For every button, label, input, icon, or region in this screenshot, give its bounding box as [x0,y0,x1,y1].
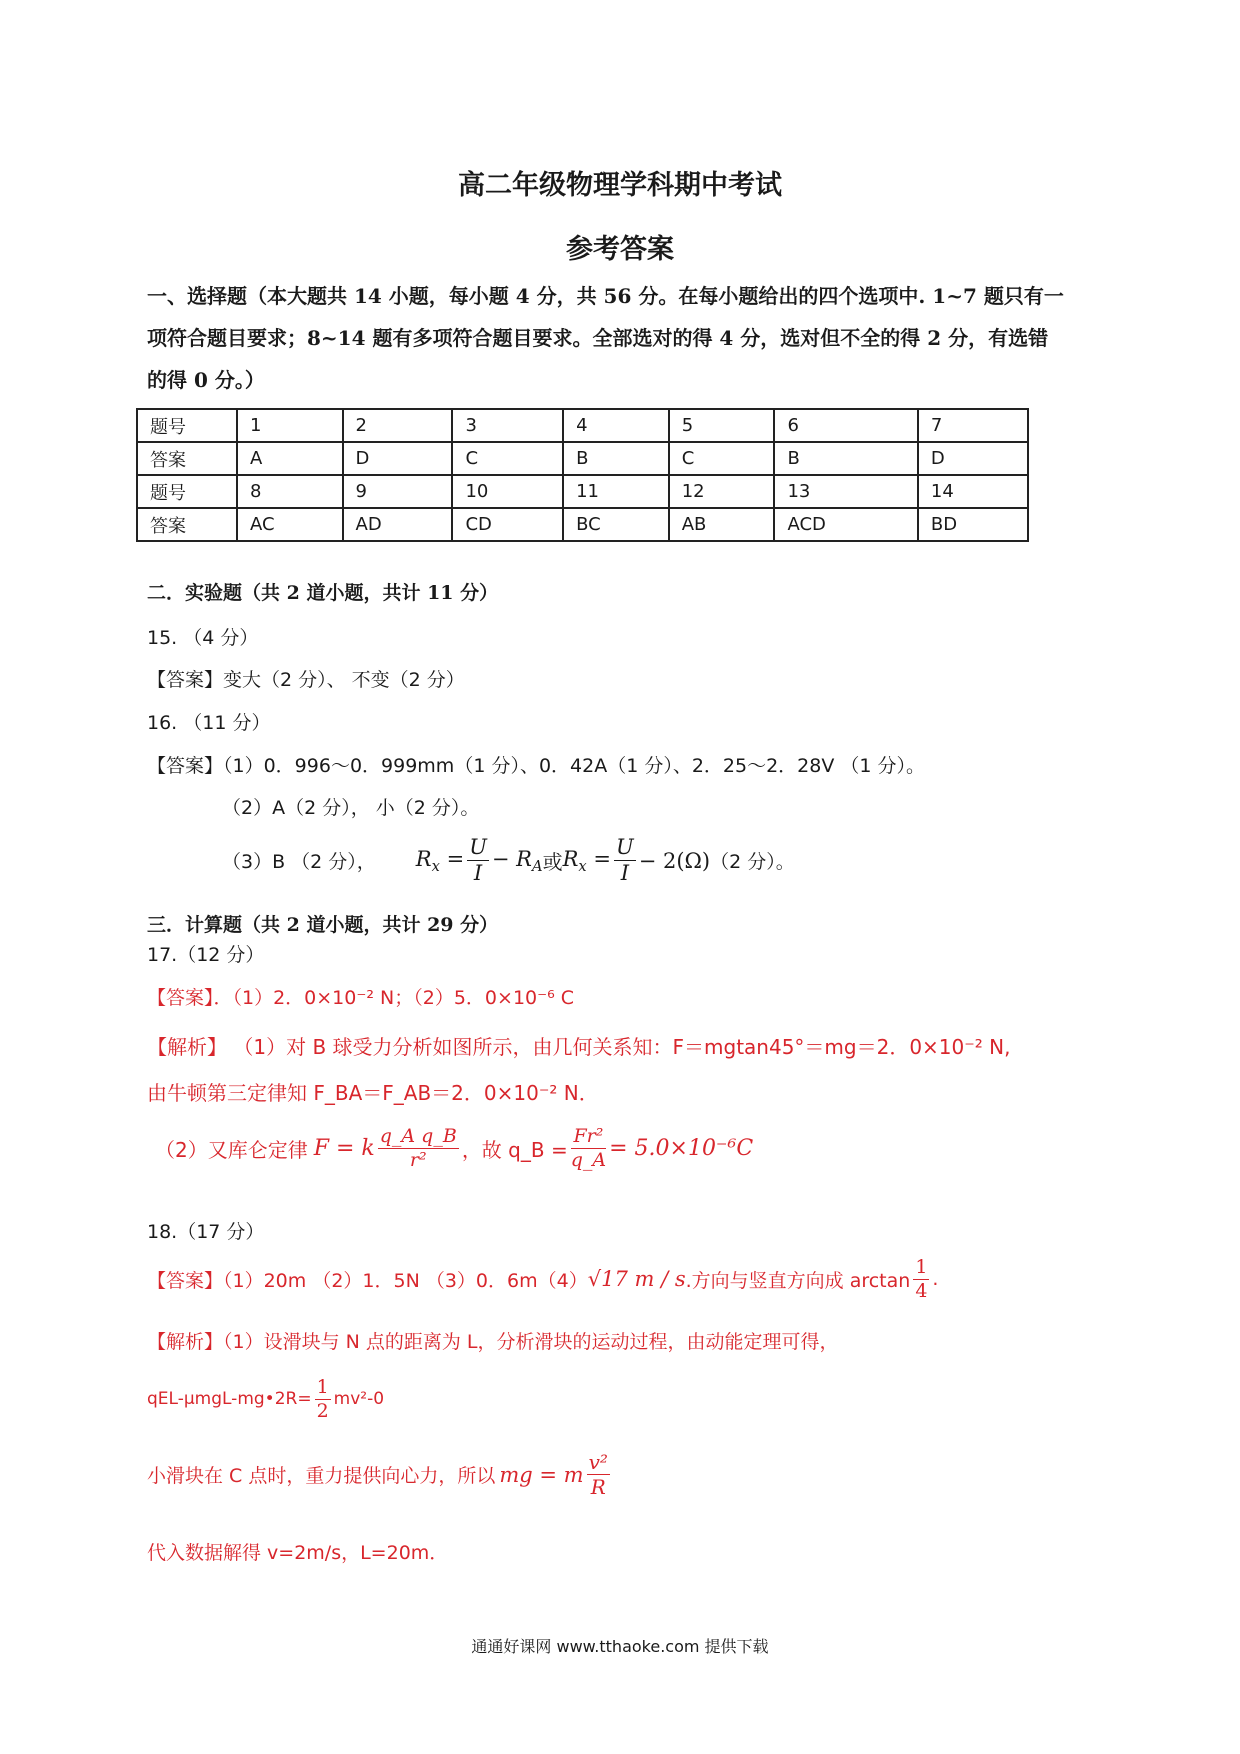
table-cell: 题号 [137,475,237,508]
fraction-denominator: R [590,1475,606,1499]
q17-analysis-line-3 [155,1125,753,1172]
formula-var: R [562,846,579,871]
q17-coulomb-label: （2）又库仑定律 [155,1137,308,1162]
q17-analysis-line-1: 【解析】 （1）对 B 球受力分析如图所示，由几何关系知：F＝mgtan45°＝mg＝2．0×10⁻² N, [147,1035,1011,1059]
fraction-denominator: 2 [316,1399,329,1422]
fraction-denominator: I [473,861,483,886]
formula-energy-rhs: mv²-0 [333,1389,385,1410]
formula-coulomb-lhs: F = k [313,1135,375,1161]
table-cell: AD [343,508,453,541]
formula-sub: x [578,857,587,875]
formula-centripetal-lhs: mg = m [499,1462,584,1487]
formula-or: 或 [542,850,563,875]
table-row [137,508,1028,541]
table-cell: 14 [918,475,1028,508]
table-cell: D [918,442,1028,475]
formula-var: − R [491,846,532,871]
table-cell: 12 [669,475,775,508]
formula-coulomb-result: = 5.0×10⁻⁶C [609,1135,754,1161]
q16-answer-line-2: （2）A（2 分）， 小（2 分）。 [222,797,480,819]
table-cell: 题号 [137,409,237,442]
table-cell: C [452,442,563,475]
table-cell: 6 [774,409,917,442]
fraction-denominator: q_A [570,1148,607,1171]
q18-energy-equation [147,1376,384,1423]
table-row [137,442,1028,475]
table-cell: 9 [343,475,453,508]
fraction-one-quarter [913,1256,929,1303]
fraction-numerator: v² [588,1450,608,1474]
formula-var: R [415,846,432,871]
formula-rx-2 [563,847,611,875]
table-cell: 10 [452,475,563,508]
table-cell: 1 [237,409,343,442]
q17-analysis-line-2: 由牛顿第三定律知 F_BA＝F_AB＝2．0×10⁻² N． [147,1081,599,1105]
table-cell: 13 [774,475,917,508]
page-footer: 通通好课网 www.tthaoke.com 提供下载 [471,1637,769,1656]
section-1-intro-line-2: 项符合题目要求；8~14 题有多项符合题目要求。全部选对的得 4 分，选对但不全的得 2 分，有选错 [147,326,1049,350]
table-cell: AC [237,508,343,541]
table-cell: ACD [774,508,917,541]
table-cell: CD [452,508,563,541]
q16-heading: 16. （11 分） [147,712,271,734]
fraction-denominator: r² [409,1148,427,1171]
q18-result: 代入数据解得 v=2m/s，L=20m． [147,1542,449,1564]
q18-answer-direction: .方向与竖直方向成 arctan [685,1269,911,1292]
table-cell: A [237,442,343,475]
formula-energy-lhs: qEL-μmgL-mg•2R= [147,1389,312,1410]
table-cell: BD [918,508,1028,541]
q16-answer-line-1: 【答案】（1）0．996～0．999mm（1 分）、0．42A（1 分）、2．25～2．28V （1 分）。 [147,755,926,777]
fraction-numerator: Fr² [571,1125,606,1149]
section-1-intro-line-3: 的得 0 分。） [147,368,265,392]
fraction-denominator: I [620,861,629,886]
fraction-numerator: 1 [316,1376,329,1398]
formula-coulomb-mid: ，故 q_B = [461,1137,568,1162]
formula-sqrt-17: √17 m / s [587,1267,686,1292]
fraction-numerator: 1 [915,1256,928,1278]
formula-minus-two: − 2(Ω) [638,848,711,873]
table-cell: 答案 [137,508,237,541]
table-cell: 5 [669,409,775,442]
formula-sub: A [531,857,543,875]
table-cell: B [774,442,917,475]
q18-centripetal-line [147,1450,613,1499]
page-subtitle: 参考答案 [566,234,674,265]
q18-heading: 18.（17 分） [147,1221,265,1243]
section-3-heading: 三．计算题（共 2 道小题，共计 29 分） [147,914,499,936]
table-cell: 7 [918,409,1028,442]
table-cell: 8 [237,475,343,508]
formula-ra [492,847,543,875]
q17-heading: 17.（12 分） [147,944,265,966]
table-cell: 11 [563,475,669,508]
fraction-charges-over-r2 [378,1125,459,1172]
q18-answer-text: 【答案】（1）20m （2）1．5N （3）0．6m（4） [147,1269,588,1292]
table-cell: B [563,442,669,475]
section-1-intro-line-1: 一、选择题（本大题共 14 小题，每小题 4 分，共 56 分。在每小题给出的四个选项中. 1~7 题只有一 [147,284,1064,308]
q16-part3-label: （3）B （2 分）， [222,851,376,874]
q18-centripetal-text: 小滑块在 C 点时，重力提供向心力，所以 [147,1465,496,1487]
fraction-u-over-i [467,835,489,886]
formula-rx [416,847,464,875]
q17-answer: 【答案】．（1）2．0×10⁻² N；（2）5．0×10⁻⁶ C [147,987,575,1009]
table-cell: 答案 [137,442,237,475]
answer-table [136,408,1029,542]
q15-answer: 【答案】变大（2 分）、 不变（2 分） [147,669,465,691]
fraction-v2-over-r [587,1450,610,1499]
fraction-fr2-over-qa [571,1125,606,1172]
formula-op: = [439,846,465,871]
q16-part3-score: （2 分）。 [710,851,795,874]
q18-answer-end: . [932,1268,939,1291]
q15-heading: 15. （4 分） [147,627,259,649]
fraction-numerator: U [467,835,489,861]
table-cell: AB [669,508,775,541]
page-title: 高二年级物理学科期中考试 [458,170,782,201]
table-cell: 2 [343,409,453,442]
table-cell: 3 [452,409,563,442]
q18-analysis-line-1: 【解析】（1）设滑块与 N 点的距离为 L，分析滑块的运动过程，由动能定理可得， [147,1331,839,1353]
formula-op: = [586,846,611,871]
q18-answer [147,1256,938,1303]
fraction-denominator: 4 [915,1279,928,1302]
fraction-u-over-i-2 [614,835,636,886]
fraction-numerator: U [614,835,636,861]
q16-answer-line-3 [222,835,795,886]
formula-sub: x [431,857,440,875]
fraction-numerator: q_A q_B [379,1125,457,1147]
table-row [137,475,1028,508]
table-cell: C [669,442,775,475]
table-cell: BC [563,508,669,541]
fraction-one-half [315,1376,331,1423]
table-cell: D [343,442,453,475]
table-cell: 4 [563,409,669,442]
table-row [137,409,1028,442]
section-2-heading: 二．实验题（共 2 道小题，共计 11 分） [147,582,499,604]
